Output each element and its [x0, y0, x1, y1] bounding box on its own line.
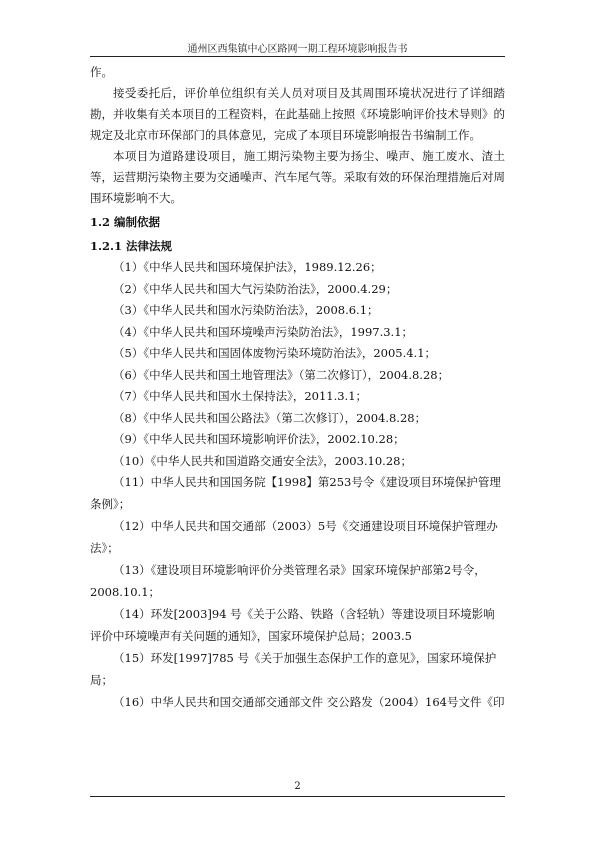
paragraph-continuation: 作。: [90, 65, 113, 79]
list-item-continuation: 2008.10.1；: [90, 584, 161, 599]
running-header: 通州区西集镇中心区路网一期工程环境影响报告书: [187, 44, 408, 55]
section-heading: 1.2 编制依据: [90, 215, 161, 229]
regulation-list: [90, 257, 505, 714]
list-item: （5）《中华人民共和国固体废物污染环境防治法》，2005.4.1；: [113, 346, 437, 360]
list-item: （10）《中华人民共和国道路交通安全法》，2003.10.28；: [113, 453, 412, 468]
list-item-continuation: 局；: [90, 672, 113, 687]
list-item: （7）《中华人民共和国水土保持法》，2011.3.1；: [113, 389, 368, 403]
list-item: （4）《中华人民共和国环境噪声污染防治法》，1997.3.1；: [113, 324, 414, 339]
list-item: （1）《中华人民共和国环境保护法》，1989.12.26；: [113, 260, 382, 274]
list-item: （15）环发[1997]785 号《关于加强生态保护工作的意见》，国家环境保护: [113, 651, 497, 665]
list-item-continuation: 评价中环境噪声有关问题的通知》，国家环境保护总局；2003.5: [90, 628, 412, 643]
list-item: （6）《中华人民共和国土地管理法》（第二次修订），2004.8.28；: [113, 367, 450, 382]
list-item: （12）中华人民共和国交通部（2003）5号《交通建设项目环境保护管理办: [113, 519, 498, 533]
header-divider: [90, 56, 505, 57]
footer-divider: [90, 796, 505, 797]
list-item: （9）《中华人民共和国环境影响评价法》，2002.10.28；: [113, 432, 405, 446]
list-item: （11）中华人民共和国国务院【1998】第253号令《建设项目环境保护管理: [113, 475, 501, 489]
list-item: （8）《中华人民共和国公路法》（第二次修订），2004.8.28；: [113, 410, 427, 425]
list-item: （13）《建设项目环境影响评价分类管理名录》国家环境保护部第2号令，: [113, 563, 486, 577]
list-item: （14）环发[2003]94 号《关于公路、铁路（含轻轨）等建设项目环境影响: [113, 607, 495, 621]
list-item-continuation: 条例》；: [90, 496, 131, 511]
list-item: （16）中华人民共和国交通部交通部文件 交公路发（2004）164号文件《印: [113, 695, 505, 709]
paragraph-project-summary: 本项目为道路建设项目，施工期污染物主要为扬尘、噪声、施工废水、渣土等，运营期污染物主要为交通噪声、汽车尾气等。采取有效的环保治理措施后对周围环境影响不大。: [90, 149, 505, 205]
page-content: [90, 62, 505, 714]
paragraph-commission: 接受委托后，评价单位组织有关人员对项目及其周围环境状况进行了详细踏勘，并收集有关本项目的工程资料，在此基础上按照《环境影响评价技术导则》的规定及北京市环保部门的具体意见，完成了本项目环境影响报告书编制工作。: [90, 86, 505, 142]
page-number: 2: [294, 781, 301, 792]
subsection-heading: 1.2.1 法律法规: [90, 239, 173, 253]
list-item: （2）《中华人民共和国大气污染防治法》，2000.4.29；: [113, 281, 398, 296]
list-item: （3）《中华人民共和国水污染防治法》，2008.6.1；: [113, 303, 379, 317]
list-item-continuation: 法》；: [90, 540, 119, 555]
